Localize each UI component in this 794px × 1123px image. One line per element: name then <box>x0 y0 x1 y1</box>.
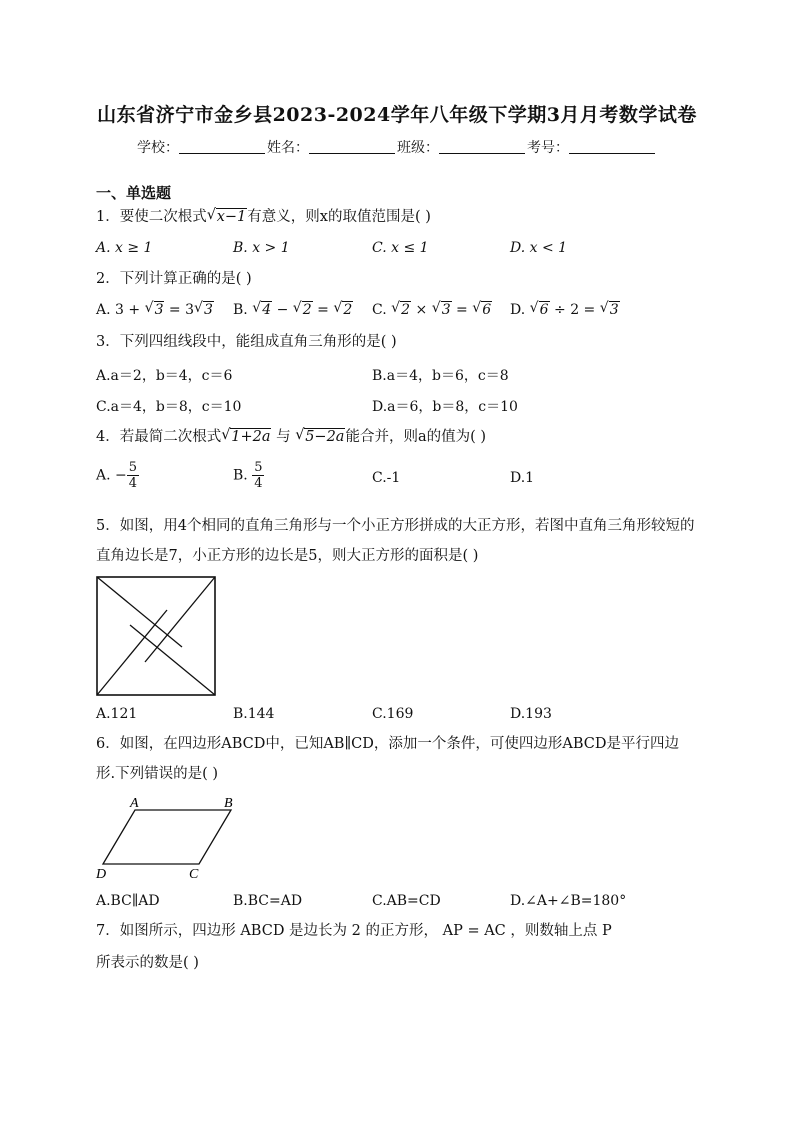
q2-option-c[interactable]: C. √ 2 × √ 3 = √ 6 <box>372 302 492 318</box>
q3-option-c[interactable]: C.a＝4，b＝8，c＝10 <box>96 399 242 415</box>
vertex-label-b: B <box>224 796 233 811</box>
question-2: 2．下列计算正确的是( ) <box>96 271 252 287</box>
school-blank[interactable] <box>179 139 265 154</box>
exam-title: 山东省济宁市金乡县2023-2024学年八年级下学期3月月考数学试卷 <box>97 104 697 126</box>
q1-radical: √ x−1 <box>207 208 248 226</box>
q2-option-d[interactable]: D. √ 6 ÷ 2 = √ 3 <box>510 302 620 318</box>
q5-figure-square <box>96 576 216 696</box>
q4-option-c[interactable]: C.-1 <box>372 470 401 486</box>
q4-radical-1: √ 1+2a <box>221 428 271 446</box>
q6-figure-parallelogram <box>94 794 254 884</box>
q4-option-a[interactable]: A. − $\frac{5}{4}$ <box>96 460 138 491</box>
school-label: 学校： <box>137 140 179 156</box>
q6-option-c[interactable]: C.AB=CD <box>372 893 441 909</box>
class-label: 班级： <box>397 140 439 156</box>
q1-option-a[interactable]: A. x ≥ 1 <box>96 240 153 256</box>
q4-option-b[interactable]: B. $\frac{5}{4}$ <box>233 460 263 491</box>
q5-option-d[interactable]: D.193 <box>510 706 552 722</box>
number-label: 考号： <box>527 140 569 156</box>
question-4: 4．若最简二次根式√ 1+2a 与 √ 5−2a能合并，则a的值为( ) <box>96 428 486 446</box>
question-7-line-1: 7．如图所示，四边形 ABCD 是边长为 2 的正方形， AP = AC ，则数轴上点 P <box>96 923 612 939</box>
name-label: 姓名： <box>267 140 309 156</box>
question-7-line-2: 所表示的数是( ) <box>96 955 199 971</box>
q1-option-c[interactable]: C. x ≤ 1 <box>372 240 429 256</box>
q6-option-d[interactable]: D.∠A+∠B=180° <box>510 893 627 909</box>
vertex-label-c: C <box>189 867 199 882</box>
student-info-line <box>0 137 794 157</box>
q2-option-b[interactable]: B. √ 4 − √ 2 = √ 2 <box>233 302 353 318</box>
q5-option-c[interactable]: C.169 <box>372 706 414 722</box>
question-1 <box>96 208 431 226</box>
q1-post: 有意义，则x的取值范围是( ) <box>247 209 431 225</box>
q1-pre: 1．要使二次根式 <box>96 209 207 225</box>
question-6: 6．如图，在四边形ABCD中，已知AB∥CD，添加一个条件，可使四边形ABCD是平行四边形.下列错误的是( ) <box>96 736 679 782</box>
name-blank[interactable] <box>309 139 395 154</box>
q5-option-b[interactable]: B.144 <box>233 706 275 722</box>
vertex-label-d: D <box>96 867 107 882</box>
section-title: 一、单选题 <box>96 184 172 202</box>
class-blank[interactable] <box>439 139 525 154</box>
q4-option-d[interactable]: D.1 <box>510 470 535 486</box>
q6-option-b[interactable]: B.BC=AD <box>233 893 303 909</box>
question-3: 3．下列四组线段中，能组成直角三角形的是( ) <box>96 334 397 350</box>
q5-option-a[interactable]: A.121 <box>96 706 138 722</box>
q6-option-a[interactable]: A.BC∥AD <box>96 893 160 909</box>
q3-option-d[interactable]: D.a＝6，b＝8，c＝10 <box>372 399 518 415</box>
q3-option-b[interactable]: B.a＝4，b＝6，c＝8 <box>372 368 509 384</box>
number-blank[interactable] <box>569 139 655 154</box>
q4-radical-2: √ 5−2a <box>295 428 345 446</box>
vertex-label-a: A <box>130 796 139 811</box>
q1-option-d[interactable]: D. x < 1 <box>510 240 568 256</box>
question-5: 5．如图，用4个相同的直角三角形与一个小正方形拼成的大正方形，若图中直角三角形较短的直角边长是7，小正方形的边长是5，则大正方形的面积是( ) <box>96 518 695 564</box>
q1-option-b[interactable]: B. x > 1 <box>233 240 290 256</box>
q3-option-a[interactable]: A.a＝2，b＝4，c＝6 <box>96 368 233 384</box>
q2-option-a[interactable]: A. 3 + √ 3 = 3√ 3 <box>96 302 214 318</box>
